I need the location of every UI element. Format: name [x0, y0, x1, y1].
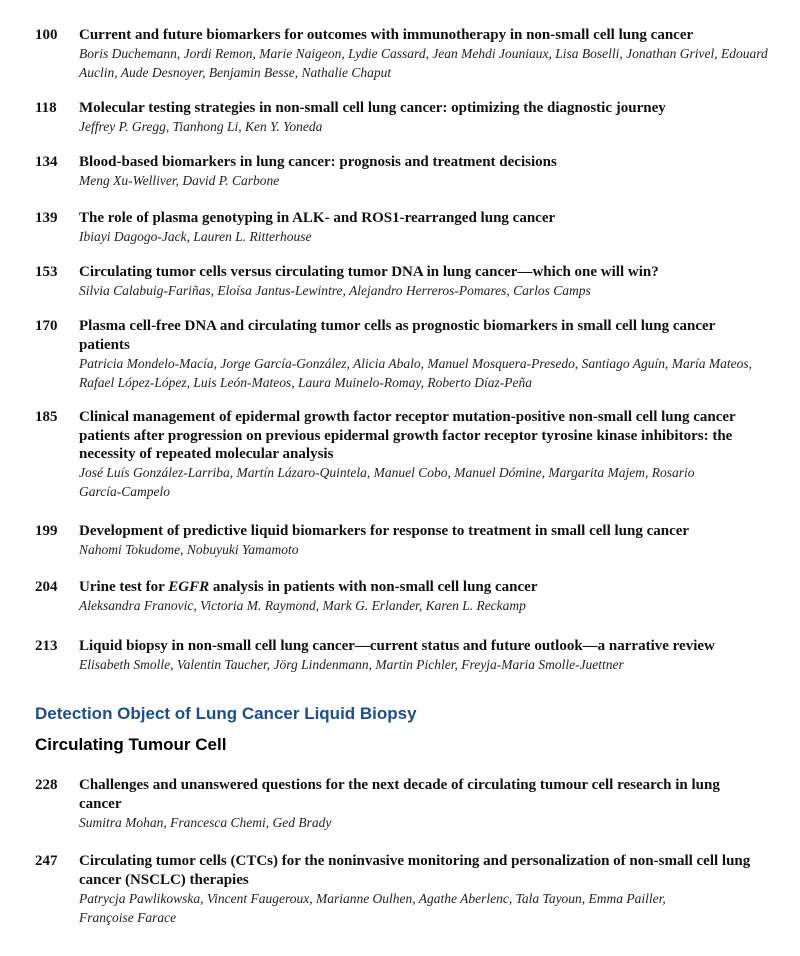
- toc-entry-title: Molecular testing strategies in non-small cell lung cancer: optimizing the diagnostic journey: [79, 100, 666, 116]
- toc-entry-authors: Patricia Mondelo-Macía, Jorge García-González, Alicia Abalo, Manuel Mosquera-Presedo, Santiago Aguín, María Mateos, Rafael López-López, Luis León-Mateos, Laura Muinelo-Romay, Roberto Díaz-Peña: [79, 356, 753, 390]
- toc-entry-authors: Silvia Calabuig-Fariñas, Eloísa Jantus-Lewintre, Alejandro Herreros-Pomares, Carlos Camps: [79, 283, 591, 298]
- toc-page-number: 213: [35, 638, 58, 654]
- toc-entry-title: [79, 578, 769, 597]
- toc-page-number: 170: [35, 318, 58, 334]
- toc-page-number: 100: [35, 27, 58, 43]
- toc-entry-title: Circulating tumor cells (CTCs) for the noninvasive monitoring and personalization of non-small cell lung cancer (NSCLC) therapies: [79, 853, 751, 888]
- toc-page-number: 199: [35, 523, 58, 539]
- toc-entry-authors: Aleksandra Franovic, Victoria M. Raymond, Mark G. Erlander, Karen L. Reckamp: [79, 598, 526, 613]
- toc-entry-title: Plasma cell-free DNA and circulating tumor cells as prognostic biomarkers in small cell lung cancer patients: [79, 318, 716, 353]
- toc-entry-authors: Ibiayi Dagogo-Jack, Lauren L. Ritterhouse: [79, 229, 312, 244]
- toc-page-number: 134: [35, 154, 58, 170]
- toc-entry-title: The role of plasma genotyping in ALK- and ROS1-rearranged lung cancer: [79, 210, 556, 226]
- toc-entry-authors: Nahomi Tokudome, Nobuyuki Yamamoto: [79, 542, 299, 557]
- toc-page-number: 118: [35, 100, 57, 116]
- toc-title-part: Urine test for: [79, 579, 169, 595]
- toc-entry-authors: Patrycja Pawlikowska, Vincent Faugeroux, Marianne Oulhen, Agathe Aberlenc, Tala Tayoun, Emma Pailler, Françoise Farace: [79, 891, 666, 925]
- toc-entry-title: Liquid biopsy in non-small cell lung cancer—current status and future outlook—a narrative review: [79, 638, 715, 654]
- toc-entry-title: Circulating tumor cells versus circulating tumor DNA in lung cancer—which one will win?: [79, 264, 659, 280]
- toc-entry-title: Current and future biomarkers for outcomes with immunotherapy in non-small cell lung cancer: [79, 27, 694, 43]
- toc-entry-title: Blood-based biomarkers in lung cancer: prognosis and treatment decisions: [79, 154, 557, 170]
- toc-entry-authors: Jeffrey P. Gregg, Tianhong Li, Ken Y. Yoneda: [79, 119, 323, 134]
- toc-title-gene-name: EGFR: [168, 579, 210, 595]
- toc-title-part: analysis in patients with non-small cell lung cancer: [209, 579, 538, 595]
- toc-entry-title: Development of predictive liquid biomarkers for response to treatment in small cell lung cancer: [79, 523, 690, 539]
- toc-entry-authors: Boris Duchemann, Jordi Remon, Marie Naigeon, Lydie Cassard, Jean Mehdi Jouniaux, Lisa Boselli, Jonathan Grivel, Edouard Auclin, Aude Desnoyer, Benjamin Besse, Nathalie Chaput: [79, 46, 768, 80]
- toc-entry-title: Clinical management of epidermal growth factor receptor mutation-positive non-small cell lung cancer patients after progression on previous epidermal growth factor receptor tyrosine kinase inhibitors: the necessity of repeated molecular analysis: [79, 409, 736, 462]
- toc-page-number: 204: [35, 579, 58, 595]
- toc-entry-authors: Sumitra Mohan, Francesca Chemi, Ged Brady: [79, 815, 332, 830]
- toc-page-number: 185: [35, 409, 58, 425]
- toc-entry-authors: José Luís González-Larriba, Martín Lázaro-Quintela, Manuel Cobo, Manuel Dómine, Margarita Majem, Rosario García-Campelo: [79, 465, 695, 499]
- toc-page-number: 247: [35, 853, 58, 869]
- toc-entry-title: Challenges and unanswered questions for the next decade of circulating tumour cell research in lung cancer: [79, 777, 720, 812]
- toc-page-number: 228: [35, 777, 58, 793]
- toc-entry-authors: Meng Xu-Welliver, David P. Carbone: [79, 173, 280, 188]
- toc-entry-authors: Elisabeth Smolle, Valentin Taucher, Jörg Lindenmann, Martin Pichler, Freyja-Maria Smolle-Juettner: [79, 657, 624, 672]
- toc-page-number: 139: [35, 210, 58, 226]
- subsection-heading: Circulating Tumour Cell: [35, 735, 227, 754]
- section-heading: Detection Object of Lung Cancer Liquid Biopsy: [35, 704, 417, 723]
- toc-page-number: 153: [35, 264, 58, 280]
